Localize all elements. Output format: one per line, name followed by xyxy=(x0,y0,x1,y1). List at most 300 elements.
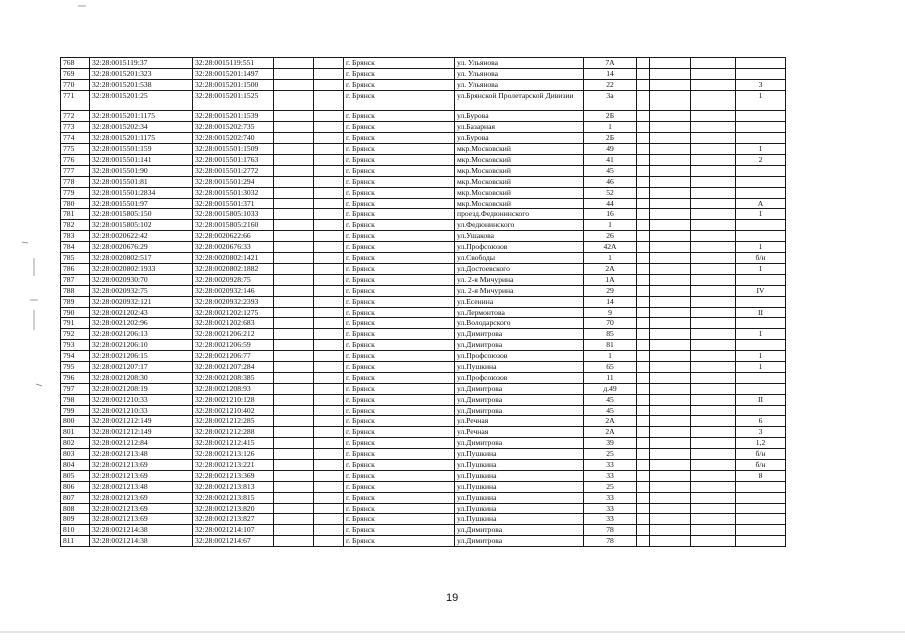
empty-cell xyxy=(314,263,344,274)
building-cadastral-number-cell: 32:28:0021212:415 xyxy=(193,438,274,449)
house-number-cell: 78 xyxy=(584,525,637,536)
empty-cell xyxy=(691,263,736,274)
street-cell: ул.Димитрова xyxy=(455,438,584,449)
building-number-cell xyxy=(736,165,786,176)
empty-cell xyxy=(650,427,691,438)
row-number-cell: 810 xyxy=(61,525,90,536)
city-cell: г. Брянск xyxy=(344,133,455,144)
table-row xyxy=(61,58,786,69)
building-cadastral-number-cell: 32:28:0015501:371 xyxy=(193,198,274,209)
empty-cell xyxy=(650,459,691,470)
row-number-cell: 808 xyxy=(61,503,90,514)
empty-cell xyxy=(314,111,344,122)
empty-cell xyxy=(691,209,736,220)
house-number-cell: 26 xyxy=(584,231,637,242)
building-number-cell: 1 xyxy=(736,209,786,220)
row-number-cell: 785 xyxy=(61,253,90,264)
table-row xyxy=(61,536,786,547)
empty-cell xyxy=(274,68,314,79)
house-number-cell: 14 xyxy=(584,68,637,79)
building-number-cell xyxy=(736,503,786,514)
building-cadastral-number-cell: 32:28:0015805:2160 xyxy=(193,220,274,231)
empty-cell xyxy=(691,165,736,176)
empty-cell xyxy=(637,459,650,470)
house-number-cell: 39 xyxy=(584,438,637,449)
city-cell: г. Брянск xyxy=(344,514,455,525)
row-number-cell: 807 xyxy=(61,492,90,503)
house-number-cell: 1 xyxy=(584,253,637,264)
land-cadastral-number-cell: 32:28:0021212:84 xyxy=(90,438,193,449)
city-cell: г. Брянск xyxy=(344,536,455,547)
empty-cell xyxy=(274,438,314,449)
table-row xyxy=(61,155,786,166)
building-number-cell: 1 xyxy=(736,351,786,362)
street-cell: ул.Ушакова xyxy=(455,231,584,242)
row-number-cell: 787 xyxy=(61,274,90,285)
land-cadastral-number-cell: 32:28:0015201:25 xyxy=(90,90,193,111)
empty-cell xyxy=(274,405,314,416)
row-number-cell: 772 xyxy=(61,111,90,122)
city-cell: г. Брянск xyxy=(344,285,455,296)
building-cadastral-number-cell: 32:28:0021210:128 xyxy=(193,394,274,405)
empty-cell xyxy=(274,372,314,383)
empty-cell xyxy=(650,361,691,372)
house-number-cell: 29 xyxy=(584,285,637,296)
empty-cell xyxy=(637,427,650,438)
table-row xyxy=(61,231,786,242)
building-number-cell xyxy=(736,536,786,547)
empty-cell xyxy=(637,209,650,220)
building-number-cell xyxy=(736,122,786,133)
building-cadastral-number-cell: 32:28:0015201:1525 xyxy=(193,90,274,111)
building-number-cell: 1 xyxy=(736,242,786,253)
empty-cell xyxy=(637,481,650,492)
empty-cell xyxy=(274,198,314,209)
table-row xyxy=(61,416,786,427)
building-cadastral-number-cell: 32:28:0020622:66 xyxy=(193,231,274,242)
house-number-cell: 3а xyxy=(584,90,637,111)
empty-cell xyxy=(637,122,650,133)
empty-cell xyxy=(691,361,736,372)
building-cadastral-number-cell: 32:28:0015805:1033 xyxy=(193,209,274,220)
table-row xyxy=(61,68,786,79)
land-cadastral-number-cell: 32:28:0021212:149 xyxy=(90,427,193,438)
table-row xyxy=(61,133,786,144)
empty-cell xyxy=(274,155,314,166)
house-number-cell: 7А xyxy=(584,58,637,69)
empty-cell xyxy=(691,525,736,536)
street-cell: ул.Бурова xyxy=(455,133,584,144)
empty-cell xyxy=(314,144,344,155)
city-cell: г. Брянск xyxy=(344,231,455,242)
street-cell: ул.Лермонтова xyxy=(455,307,584,318)
empty-cell xyxy=(691,449,736,460)
land-cadastral-number-cell: 32:28:0020622:42 xyxy=(90,231,193,242)
table-row xyxy=(61,514,786,525)
building-number-cell xyxy=(736,176,786,187)
land-cadastral-number-cell: 32:28:0015501:159 xyxy=(90,144,193,155)
empty-cell xyxy=(691,122,736,133)
empty-cell xyxy=(274,58,314,69)
house-number-cell: 1А xyxy=(584,274,637,285)
land-cadastral-number-cell: 32:28:0015501:81 xyxy=(90,176,193,187)
empty-cell xyxy=(274,263,314,274)
building-cadastral-number-cell: 32:28:0020932:2393 xyxy=(193,296,274,307)
building-number-cell: А xyxy=(736,198,786,209)
empty-cell xyxy=(314,242,344,253)
empty-cell xyxy=(314,133,344,144)
building-cadastral-number-cell: 32:28:0015501:3032 xyxy=(193,187,274,198)
building-cadastral-number-cell: 32:28:0021213:827 xyxy=(193,514,274,525)
city-cell: г. Брянск xyxy=(344,427,455,438)
table-row xyxy=(61,503,786,514)
row-number-cell: 805 xyxy=(61,470,90,481)
land-cadastral-number-cell: 32:28:0021213:69 xyxy=(90,514,193,525)
empty-cell xyxy=(650,133,691,144)
table-row xyxy=(61,285,786,296)
land-cadastral-number-cell: 32:28:0021202:96 xyxy=(90,318,193,329)
empty-cell xyxy=(314,394,344,405)
empty-cell xyxy=(691,427,736,438)
land-cadastral-number-cell: 32:28:0021208:19 xyxy=(90,383,193,394)
street-cell: ул.Пушкина xyxy=(455,503,584,514)
empty-cell xyxy=(650,405,691,416)
empty-cell xyxy=(274,220,314,231)
table-row xyxy=(61,351,786,362)
empty-cell xyxy=(637,274,650,285)
scan-speck xyxy=(36,384,42,386)
table-row xyxy=(61,307,786,318)
row-number-cell: 779 xyxy=(61,187,90,198)
empty-cell xyxy=(691,274,736,285)
empty-cell xyxy=(650,438,691,449)
empty-cell xyxy=(274,394,314,405)
city-cell: г. Брянск xyxy=(344,242,455,253)
table-row xyxy=(61,165,786,176)
empty-cell xyxy=(650,514,691,525)
empty-cell xyxy=(637,536,650,547)
table-row xyxy=(61,525,786,536)
empty-cell xyxy=(691,470,736,481)
building-cadastral-number-cell: 32:28:0021206:59 xyxy=(193,340,274,351)
table-row xyxy=(61,274,786,285)
empty-cell xyxy=(314,90,344,111)
row-number-cell: 794 xyxy=(61,351,90,362)
land-cadastral-number-cell: 32:28:0020802:1933 xyxy=(90,263,193,274)
house-number-cell: 85 xyxy=(584,329,637,340)
building-number-cell xyxy=(736,318,786,329)
street-cell: ул.Пушкина xyxy=(455,492,584,503)
row-number-cell: 782 xyxy=(61,220,90,231)
land-cadastral-number-cell: 32:28:0021207:17 xyxy=(90,361,193,372)
building-cadastral-number-cell: 32:28:0021207:284 xyxy=(193,361,274,372)
building-cadastral-number-cell: 32:28:0015201:1539 xyxy=(193,111,274,122)
empty-cell xyxy=(274,296,314,307)
house-number-cell: 45 xyxy=(584,405,637,416)
empty-cell xyxy=(650,394,691,405)
table-row xyxy=(61,187,786,198)
row-number-cell: 790 xyxy=(61,307,90,318)
table-row xyxy=(61,263,786,274)
empty-cell xyxy=(691,394,736,405)
empty-cell xyxy=(637,372,650,383)
house-number-cell: 2Б xyxy=(584,111,637,122)
city-cell: г. Брянск xyxy=(344,449,455,460)
empty-cell xyxy=(274,209,314,220)
empty-cell xyxy=(691,438,736,449)
table-row xyxy=(61,111,786,122)
building-number-cell: 1 xyxy=(736,329,786,340)
street-cell: ул.Профсоюзов xyxy=(455,242,584,253)
building-number-cell xyxy=(736,372,786,383)
street-cell: ул. Ульянова xyxy=(455,68,584,79)
row-number-cell: 774 xyxy=(61,133,90,144)
city-cell: г. Брянск xyxy=(344,372,455,383)
land-cadastral-number-cell: 32:28:0015501:97 xyxy=(90,198,193,209)
empty-cell xyxy=(637,144,650,155)
empty-cell xyxy=(691,405,736,416)
empty-cell xyxy=(650,58,691,69)
street-cell: мкр.Московский xyxy=(455,198,584,209)
building-cadastral-number-cell: 32:28:0021208:385 xyxy=(193,372,274,383)
empty-cell xyxy=(314,187,344,198)
empty-cell xyxy=(314,79,344,90)
row-number-cell: 797 xyxy=(61,383,90,394)
building-number-cell xyxy=(736,383,786,394)
empty-cell xyxy=(650,470,691,481)
table-row xyxy=(61,318,786,329)
building-cadastral-number-cell: 32:28:0021213:813 xyxy=(193,481,274,492)
table-row xyxy=(61,427,786,438)
empty-cell xyxy=(637,111,650,122)
empty-cell xyxy=(691,351,736,362)
table-row xyxy=(61,242,786,253)
empty-cell xyxy=(637,253,650,264)
empty-cell xyxy=(691,198,736,209)
empty-cell xyxy=(691,111,736,122)
city-cell: г. Брянск xyxy=(344,525,455,536)
table-row xyxy=(61,340,786,351)
building-number-cell xyxy=(736,68,786,79)
city-cell: г. Брянск xyxy=(344,79,455,90)
house-number-cell: 33 xyxy=(584,503,637,514)
empty-cell xyxy=(274,459,314,470)
building-cadastral-number-cell: 32:28:0020932:146 xyxy=(193,285,274,296)
city-cell: г. Брянск xyxy=(344,383,455,394)
building-cadastral-number-cell: 32:28:0015501:2772 xyxy=(193,165,274,176)
land-cadastral-number-cell: 32:28:0015201:538 xyxy=(90,79,193,90)
building-number-cell: б/н xyxy=(736,253,786,264)
city-cell: г. Брянск xyxy=(344,361,455,372)
building-cadastral-number-cell: 32:28:0021208:93 xyxy=(193,383,274,394)
building-number-cell: 1 xyxy=(736,90,786,111)
empty-cell xyxy=(314,361,344,372)
empty-cell xyxy=(637,307,650,318)
street-cell: ул.Свободы xyxy=(455,253,584,264)
city-cell: г. Брянск xyxy=(344,318,455,329)
empty-cell xyxy=(314,296,344,307)
empty-cell xyxy=(314,503,344,514)
empty-cell xyxy=(637,340,650,351)
empty-cell xyxy=(637,198,650,209)
empty-cell xyxy=(637,503,650,514)
house-number-cell: 45 xyxy=(584,394,637,405)
empty-cell xyxy=(314,307,344,318)
empty-cell xyxy=(314,68,344,79)
empty-cell xyxy=(274,514,314,525)
row-number-cell: 793 xyxy=(61,340,90,351)
house-number-cell: 33 xyxy=(584,514,637,525)
empty-cell xyxy=(650,372,691,383)
empty-cell xyxy=(274,165,314,176)
land-cadastral-number-cell: 32:28:0015501:2834 xyxy=(90,187,193,198)
empty-cell xyxy=(274,449,314,460)
building-cadastral-number-cell: 32:28:0021212:288 xyxy=(193,427,274,438)
building-cadastral-number-cell: 32:28:0020802:1421 xyxy=(193,253,274,264)
land-cadastral-number-cell: 32:28:0021213:69 xyxy=(90,470,193,481)
land-cadastral-number-cell: 32:28:0021213:69 xyxy=(90,492,193,503)
building-cadastral-number-cell: 32:28:0015501:294 xyxy=(193,176,274,187)
empty-cell xyxy=(274,111,314,122)
empty-cell xyxy=(691,492,736,503)
building-number-cell xyxy=(736,340,786,351)
building-cadastral-number-cell: 32:28:0021214:107 xyxy=(193,525,274,536)
empty-cell xyxy=(691,285,736,296)
empty-cell xyxy=(314,449,344,460)
empty-cell xyxy=(637,133,650,144)
table-row xyxy=(61,405,786,416)
empty-cell xyxy=(637,492,650,503)
city-cell: г. Брянск xyxy=(344,90,455,111)
empty-cell xyxy=(691,90,736,111)
empty-cell xyxy=(314,351,344,362)
empty-cell xyxy=(650,449,691,460)
building-number-cell xyxy=(736,481,786,492)
empty-cell xyxy=(691,296,736,307)
row-number-cell: 800 xyxy=(61,416,90,427)
house-number-cell: 49 xyxy=(584,144,637,155)
empty-cell xyxy=(314,274,344,285)
house-number-cell: 33 xyxy=(584,492,637,503)
building-number-cell xyxy=(736,296,786,307)
city-cell: г. Брянск xyxy=(344,438,455,449)
empty-cell xyxy=(650,492,691,503)
empty-cell xyxy=(650,318,691,329)
empty-cell xyxy=(314,285,344,296)
city-cell: г. Брянск xyxy=(344,307,455,318)
land-cadastral-number-cell: 32:28:0021213:69 xyxy=(90,459,193,470)
empty-cell xyxy=(314,253,344,264)
empty-cell xyxy=(650,329,691,340)
building-number-cell: 1 xyxy=(736,263,786,274)
city-cell: г. Брянск xyxy=(344,503,455,514)
table-row xyxy=(61,372,786,383)
building-number-cell xyxy=(736,514,786,525)
empty-cell xyxy=(314,514,344,525)
street-cell: ул.Димитрова xyxy=(455,394,584,405)
empty-cell xyxy=(650,263,691,274)
city-cell: г. Брянск xyxy=(344,187,455,198)
building-number-cell xyxy=(736,525,786,536)
empty-cell xyxy=(637,165,650,176)
empty-cell xyxy=(637,176,650,187)
row-number-cell: 804 xyxy=(61,459,90,470)
land-cadastral-number-cell: 32:28:0021206:13 xyxy=(90,329,193,340)
street-cell: ул.Бурова xyxy=(455,111,584,122)
empty-cell xyxy=(274,90,314,111)
land-cadastral-number-cell: 32:28:0021210:33 xyxy=(90,405,193,416)
table-row xyxy=(61,470,786,481)
building-number-cell: 8 xyxy=(736,470,786,481)
empty-cell xyxy=(274,427,314,438)
city-cell: г. Брянск xyxy=(344,198,455,209)
building-cadastral-number-cell: 32:28:0021210:402 xyxy=(193,405,274,416)
city-cell: г. Брянск xyxy=(344,340,455,351)
building-number-cell xyxy=(736,492,786,503)
street-cell: ул.Есенина xyxy=(455,296,584,307)
empty-cell xyxy=(274,231,314,242)
street-cell: ул.Профсоюзов xyxy=(455,351,584,362)
building-cadastral-number-cell: 32:28:0021213:369 xyxy=(193,470,274,481)
empty-cell xyxy=(691,536,736,547)
building-cadastral-number-cell: 32:28:0021214:67 xyxy=(193,536,274,547)
row-number-cell: 795 xyxy=(61,361,90,372)
empty-cell xyxy=(274,525,314,536)
empty-cell xyxy=(691,329,736,340)
empty-cell xyxy=(274,503,314,514)
building-cadastral-number-cell: 32:28:0015202:740 xyxy=(193,133,274,144)
building-cadastral-number-cell: 32:28:0015201:1497 xyxy=(193,68,274,79)
house-number-cell: 22 xyxy=(584,79,637,90)
land-cadastral-number-cell: 32:28:0021208:30 xyxy=(90,372,193,383)
empty-cell xyxy=(637,285,650,296)
building-number-cell: 1 xyxy=(736,361,786,372)
city-cell: г. Брянск xyxy=(344,470,455,481)
building-number-cell xyxy=(736,58,786,69)
building-number-cell xyxy=(736,133,786,144)
house-number-cell: 1 xyxy=(584,351,637,362)
empty-cell xyxy=(691,144,736,155)
house-number-cell: 45 xyxy=(584,165,637,176)
street-cell: ул.Пушкина xyxy=(455,470,584,481)
row-number-cell: 783 xyxy=(61,231,90,242)
street-cell: проезд.Федюнинского xyxy=(455,209,584,220)
empty-cell xyxy=(637,514,650,525)
row-number-cell: 768 xyxy=(61,58,90,69)
land-cadastral-number-cell: 32:28:0015805:150 xyxy=(90,209,193,220)
building-number-cell: II xyxy=(736,394,786,405)
land-cadastral-number-cell: 32:28:0015805:102 xyxy=(90,220,193,231)
street-cell: ул.Достоевского xyxy=(455,263,584,274)
empty-cell xyxy=(637,329,650,340)
land-cadastral-number-cell: 32:28:0015119:37 xyxy=(90,58,193,69)
empty-cell xyxy=(691,58,736,69)
building-number-cell xyxy=(736,274,786,285)
building-cadastral-number-cell: 32:28:0021213:126 xyxy=(193,449,274,460)
empty-cell xyxy=(637,394,650,405)
empty-cell xyxy=(691,340,736,351)
house-number-cell: 65 xyxy=(584,361,637,372)
empty-cell xyxy=(637,318,650,329)
land-cadastral-number-cell: 32:28:0015201:323 xyxy=(90,68,193,79)
building-cadastral-number-cell: 32:28:0015201:1500 xyxy=(193,79,274,90)
empty-cell xyxy=(691,253,736,264)
empty-cell xyxy=(314,427,344,438)
row-number-cell: 778 xyxy=(61,176,90,187)
street-cell: мкр.Московский xyxy=(455,144,584,155)
row-number-cell: 806 xyxy=(61,481,90,492)
empty-cell xyxy=(691,481,736,492)
